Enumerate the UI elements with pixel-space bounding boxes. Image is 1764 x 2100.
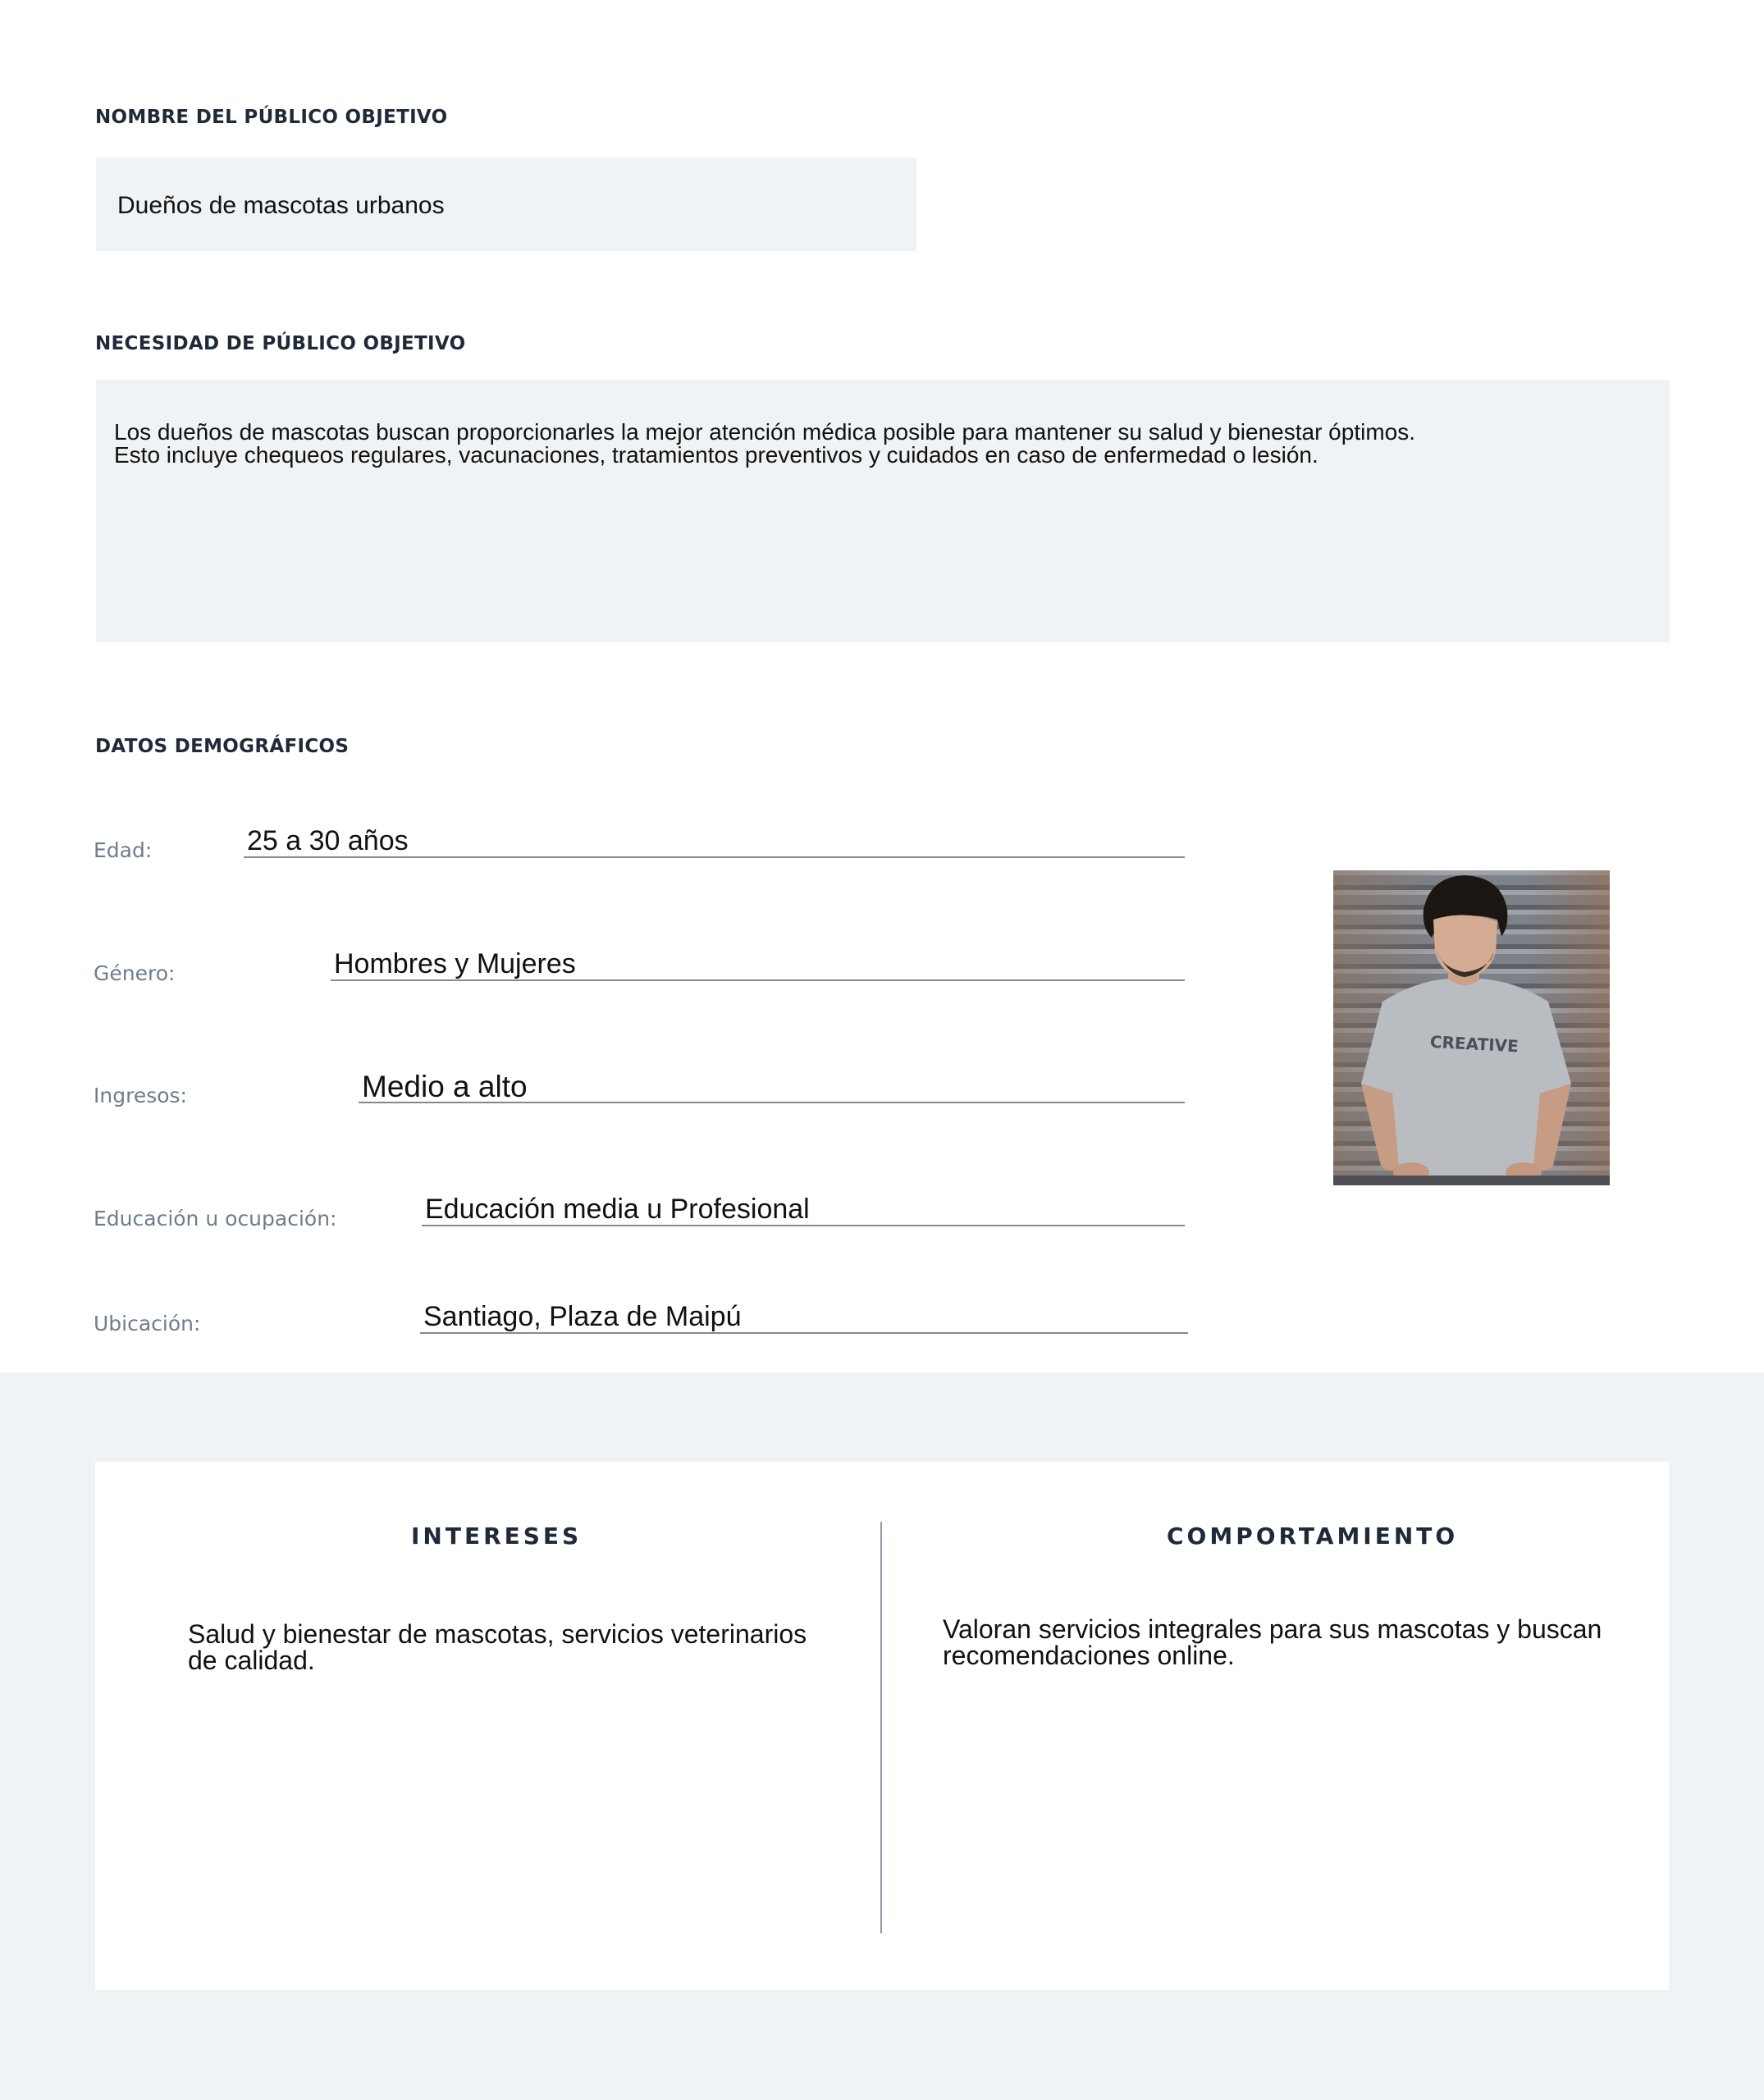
target-name-heading: NOMBRE DEL PÚBLICO OBJETIVO <box>95 107 448 128</box>
interests-behavior-card <box>95 1462 1669 1990</box>
target-need-text <box>114 421 1415 467</box>
location-value: Santiago, Plaza de Maipú <box>423 1301 742 1332</box>
gender-label: Género: <box>94 961 176 985</box>
income-field[interactable] <box>359 1068 1185 1103</box>
education-label: Educación u ocupación: <box>94 1207 337 1230</box>
education-value: Educación media u Profesional <box>425 1194 810 1225</box>
svg-text:CREATIVE: CREATIVE <box>1429 1031 1520 1057</box>
gender-field[interactable] <box>331 946 1185 981</box>
income-label: Ingresos: <box>94 1084 187 1107</box>
age-field[interactable] <box>244 823 1185 858</box>
interests-line-2: de calidad. <box>188 1646 315 1675</box>
interests-text[interactable] <box>188 1621 807 1673</box>
education-field[interactable] <box>422 1191 1185 1226</box>
behavior-line-2: recomendaciones online. <box>943 1641 1235 1670</box>
income-value: Medio a alto <box>362 1070 528 1103</box>
target-need-line-2: Esto incluye chequeos regulares, vacunaciones, tratamientos preventivos y cuidados en caso de enfermedad o lesión. <box>114 442 1318 468</box>
location-label: Ubicación: <box>94 1312 201 1335</box>
target-name-value: Dueños de mascotas urbanos <box>117 192 445 219</box>
column-divider <box>880 1522 882 1933</box>
target-name-field[interactable] <box>96 158 916 251</box>
behavior-line-1: Valoran servicios integrales para sus mascotas y buscan <box>943 1614 1602 1644</box>
persona-photo <box>1333 870 1610 1185</box>
age-value: 25 a 30 años <box>247 825 409 856</box>
location-field[interactable] <box>420 1299 1188 1334</box>
gender-value: Hombres y Mujeres <box>334 948 576 979</box>
age-label: Edad: <box>94 838 153 862</box>
target-need-heading: NECESIDAD DE PÚBLICO OBJETIVO <box>95 333 466 354</box>
interests-title: INTERESES <box>411 1522 583 1550</box>
behavior-title: COMPORTAMIENTO <box>1167 1522 1459 1550</box>
behavior-text[interactable] <box>943 1616 1602 1669</box>
interests-line-1: Salud y bienestar de mascotas, servicios veterinarios <box>188 1619 807 1649</box>
target-need-line-1: Los dueños de mascotas buscan proporcionarles la mejor atención médica posible para mantener su salud y bienestar óptimos. <box>114 419 1416 445</box>
target-need-field[interactable] <box>96 380 1670 642</box>
demographics-heading: DATOS DEMOGRÁFICOS <box>95 736 350 757</box>
